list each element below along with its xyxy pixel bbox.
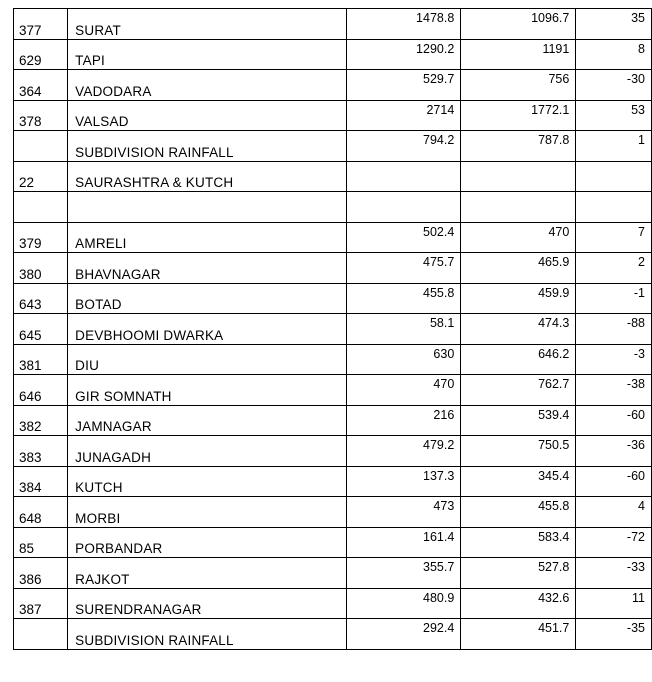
district-name-cell bbox=[68, 558, 347, 589]
actual-rainfall-text: 794.2 bbox=[423, 133, 455, 147]
departure-percent-text: -33 bbox=[626, 560, 645, 574]
table-row bbox=[14, 436, 652, 467]
normal-rainfall-cell bbox=[461, 375, 576, 406]
district-code-text: 643 bbox=[19, 297, 42, 312]
normal-rainfall-text: 646.2 bbox=[538, 346, 570, 361]
district-code-cell bbox=[14, 131, 68, 162]
departure-percent-text: 4 bbox=[638, 499, 645, 513]
actual-rainfall-cell bbox=[347, 9, 461, 40]
actual-rainfall-text: 480.9 bbox=[423, 590, 455, 605]
district-code-text: 386 bbox=[19, 571, 42, 587]
departure-percent-text: 53 bbox=[631, 102, 645, 117]
normal-rainfall-text: 787.8 bbox=[538, 133, 570, 147]
district-code-cell bbox=[14, 344, 68, 375]
normal-rainfall-cell bbox=[461, 9, 576, 40]
district-code-text: 384 bbox=[19, 480, 42, 495]
district-name-text: GIR SOMNATH bbox=[75, 388, 172, 404]
district-code-text: 364 bbox=[19, 83, 42, 99]
rainfall-table-body bbox=[14, 9, 652, 650]
normal-rainfall-cell bbox=[461, 131, 576, 162]
table-row bbox=[14, 131, 652, 162]
table-row bbox=[14, 344, 652, 375]
table-row bbox=[14, 405, 652, 436]
district-name-text: JUNAGADH bbox=[75, 449, 152, 465]
departure-percent-cell bbox=[576, 527, 652, 558]
actual-rainfall-text: 529.7 bbox=[423, 72, 455, 86]
district-name-cell bbox=[68, 344, 347, 375]
actual-rainfall-text: 2714 bbox=[426, 102, 455, 117]
normal-rainfall-cell bbox=[461, 314, 576, 345]
district-code-text: 646 bbox=[19, 388, 42, 404]
actual-rainfall-cell bbox=[347, 253, 461, 284]
district-code-text: 629 bbox=[19, 53, 42, 68]
table-row bbox=[14, 39, 652, 70]
district-code-text: 377 bbox=[19, 22, 42, 38]
district-name-text: JAMNAGAR bbox=[75, 419, 152, 434]
actual-rainfall-text: 216 bbox=[433, 407, 455, 422]
district-code-cell bbox=[14, 466, 68, 497]
normal-rainfall-text: 345.4 bbox=[538, 468, 570, 483]
departure-percent-text: -36 bbox=[626, 438, 645, 452]
normal-rainfall-text: 756 bbox=[548, 72, 570, 86]
actual-rainfall-text: 1290.2 bbox=[416, 41, 455, 56]
normal-rainfall-text: 583.4 bbox=[538, 529, 570, 544]
district-code-text: 648 bbox=[19, 510, 42, 526]
actual-rainfall-text: 470 bbox=[433, 377, 455, 391]
table-row bbox=[14, 375, 652, 406]
district-code-cell bbox=[14, 39, 68, 70]
district-code-text: 387 bbox=[19, 602, 42, 617]
normal-rainfall-text: 474.3 bbox=[538, 316, 570, 330]
district-code-text: 85 bbox=[19, 541, 35, 556]
departure-percent-text: 1 bbox=[638, 133, 645, 147]
normal-rainfall-cell bbox=[461, 558, 576, 589]
district-name-cell bbox=[68, 314, 347, 345]
actual-rainfall-text: 473 bbox=[433, 499, 455, 513]
normal-rainfall-cell bbox=[461, 436, 576, 467]
district-name-cell bbox=[68, 588, 347, 619]
table-row bbox=[14, 192, 652, 223]
table-row bbox=[14, 161, 652, 192]
district-name-text: SURAT bbox=[75, 22, 121, 38]
departure-percent-cell bbox=[576, 9, 652, 40]
actual-rainfall-cell bbox=[347, 344, 461, 375]
actual-rainfall-cell bbox=[347, 527, 461, 558]
normal-rainfall-text: 1096.7 bbox=[531, 11, 570, 25]
district-name-text: VADODARA bbox=[75, 83, 152, 99]
departure-percent-cell bbox=[576, 558, 652, 589]
district-name-cell bbox=[68, 436, 347, 467]
departure-percent-text: -88 bbox=[626, 316, 645, 330]
table-row bbox=[14, 222, 652, 253]
departure-percent-text: -3 bbox=[633, 346, 645, 361]
actual-rainfall-cell bbox=[347, 192, 461, 223]
departure-percent-cell bbox=[576, 466, 652, 497]
normal-rainfall-cell bbox=[461, 253, 576, 284]
departure-percent-text: -1 bbox=[633, 285, 645, 300]
normal-rainfall-text: 451.7 bbox=[538, 621, 570, 635]
departure-percent-text: 7 bbox=[638, 224, 645, 239]
district-code-cell bbox=[14, 375, 68, 406]
actual-rainfall-text: 292.4 bbox=[423, 621, 455, 635]
actual-rainfall-text: 475.7 bbox=[423, 255, 455, 269]
departure-percent-text: -60 bbox=[626, 407, 645, 422]
normal-rainfall-cell bbox=[461, 344, 576, 375]
departure-percent-cell bbox=[576, 497, 652, 528]
district-name-cell bbox=[68, 375, 347, 406]
departure-percent-text: 11 bbox=[632, 590, 645, 605]
departure-percent-cell bbox=[576, 344, 652, 375]
district-name-cell bbox=[68, 131, 347, 162]
district-code-cell bbox=[14, 70, 68, 101]
district-code-text: 383 bbox=[19, 449, 42, 465]
departure-percent-cell bbox=[576, 375, 652, 406]
actual-rainfall-cell bbox=[347, 314, 461, 345]
actual-rainfall-text: 455.8 bbox=[423, 285, 455, 300]
district-code-cell bbox=[14, 192, 68, 223]
normal-rainfall-cell bbox=[461, 527, 576, 558]
actual-rainfall-cell bbox=[347, 131, 461, 162]
normal-rainfall-text: 1191 bbox=[542, 41, 570, 56]
district-code-cell bbox=[14, 405, 68, 436]
district-code-text: 381 bbox=[19, 358, 42, 373]
district-code-cell bbox=[14, 588, 68, 619]
actual-rainfall-cell bbox=[347, 619, 461, 650]
normal-rainfall-cell bbox=[461, 405, 576, 436]
departure-percent-cell bbox=[576, 436, 652, 467]
district-code-cell bbox=[14, 436, 68, 467]
departure-percent-text: 35 bbox=[631, 11, 645, 25]
district-code-text: 22 bbox=[19, 175, 35, 190]
district-name-cell bbox=[68, 253, 347, 284]
district-name-text: VALSAD bbox=[75, 114, 129, 129]
actual-rainfall-text: 161.4 bbox=[423, 529, 455, 544]
departure-percent-cell bbox=[576, 619, 652, 650]
normal-rainfall-cell bbox=[461, 588, 576, 619]
departure-percent-cell bbox=[576, 405, 652, 436]
table-row bbox=[14, 527, 652, 558]
actual-rainfall-cell bbox=[347, 588, 461, 619]
table-row bbox=[14, 253, 652, 284]
district-name-cell bbox=[68, 70, 347, 101]
district-name-text: RAJKOT bbox=[75, 571, 130, 587]
district-code-text: 382 bbox=[19, 419, 42, 434]
district-name-text: BOTAD bbox=[75, 297, 122, 312]
departure-percent-cell bbox=[576, 588, 652, 619]
actual-rainfall-cell bbox=[347, 466, 461, 497]
actual-rainfall-cell bbox=[347, 70, 461, 101]
actual-rainfall-text: 355.7 bbox=[423, 560, 455, 574]
district-code-text: 378 bbox=[19, 114, 42, 129]
district-code-cell bbox=[14, 497, 68, 528]
actual-rainfall-cell bbox=[347, 100, 461, 131]
district-code-cell bbox=[14, 314, 68, 345]
normal-rainfall-cell bbox=[461, 39, 576, 70]
actual-rainfall-cell bbox=[347, 222, 461, 253]
rainfall-table bbox=[13, 8, 652, 650]
district-name-text: DEVBHOOMI DWARKA bbox=[75, 327, 224, 343]
normal-rainfall-cell bbox=[461, 222, 576, 253]
table-row bbox=[14, 70, 652, 101]
normal-rainfall-text: 465.9 bbox=[538, 255, 570, 269]
departure-percent-text: -72 bbox=[626, 529, 645, 544]
normal-rainfall-cell bbox=[461, 497, 576, 528]
actual-rainfall-cell bbox=[347, 436, 461, 467]
normal-rainfall-text: 432.6 bbox=[538, 590, 570, 605]
departure-percent-text: -38 bbox=[626, 377, 645, 391]
normal-rainfall-text: 1772.1 bbox=[531, 102, 570, 117]
district-code-text: 380 bbox=[19, 266, 42, 282]
departure-percent-text: -30 bbox=[626, 72, 645, 86]
departure-percent-text: 8 bbox=[638, 41, 645, 56]
district-name-cell bbox=[68, 497, 347, 528]
normal-rainfall-text: 459.9 bbox=[538, 285, 570, 300]
district-name-text: KUTCH bbox=[75, 480, 123, 495]
table-row bbox=[14, 283, 652, 314]
district-name-text: SUBDIVISION RAINFALL bbox=[75, 144, 234, 160]
district-name-text: PORBANDAR bbox=[75, 541, 163, 556]
district-name-text: DIU bbox=[75, 358, 100, 373]
district-name-text: BHAVNAGAR bbox=[75, 266, 161, 282]
district-name-cell bbox=[68, 527, 347, 558]
normal-rainfall-text: 762.7 bbox=[538, 377, 570, 391]
district-name-text: AMRELI bbox=[75, 236, 127, 251]
district-name-cell bbox=[68, 39, 347, 70]
departure-percent-cell bbox=[576, 100, 652, 131]
actual-rainfall-cell bbox=[347, 497, 461, 528]
actual-rainfall-text: 58.1 bbox=[429, 316, 455, 330]
district-name-cell bbox=[68, 9, 347, 40]
actual-rainfall-text: 479.2 bbox=[423, 438, 455, 452]
district-code-cell bbox=[14, 619, 68, 650]
departure-percent-cell bbox=[576, 222, 652, 253]
departure-percent-cell bbox=[576, 253, 652, 284]
table-row bbox=[14, 558, 652, 589]
departure-percent-text: -35 bbox=[626, 621, 645, 635]
normal-rainfall-cell bbox=[461, 619, 576, 650]
actual-rainfall-cell bbox=[347, 283, 461, 314]
district-code-cell bbox=[14, 100, 68, 131]
departure-percent-cell bbox=[576, 39, 652, 70]
actual-rainfall-text: 137.3 bbox=[423, 468, 455, 483]
district-name-cell bbox=[68, 283, 347, 314]
district-name-cell bbox=[68, 100, 347, 131]
district-name-text: SURENDRANAGAR bbox=[75, 602, 202, 617]
actual-rainfall-cell bbox=[347, 161, 461, 192]
normal-rainfall-text: 750.5 bbox=[538, 438, 570, 452]
table-row bbox=[14, 314, 652, 345]
district-code-cell bbox=[14, 283, 68, 314]
district-code-cell bbox=[14, 527, 68, 558]
actual-rainfall-cell bbox=[347, 375, 461, 406]
district-name-cell bbox=[68, 222, 347, 253]
normal-rainfall-cell bbox=[461, 100, 576, 131]
departure-percent-text: 2 bbox=[638, 255, 645, 269]
table-row bbox=[14, 619, 652, 650]
district-name-text: SAURASHTRA & KUTCH bbox=[75, 175, 234, 190]
actual-rainfall-cell bbox=[347, 39, 461, 70]
normal-rainfall-text: 470 bbox=[548, 224, 570, 239]
district-name-cell bbox=[68, 161, 347, 192]
departure-percent-text: -60 bbox=[626, 468, 645, 483]
district-name-text: MORBI bbox=[75, 510, 121, 526]
district-name-cell bbox=[68, 192, 347, 223]
district-name-cell bbox=[68, 405, 347, 436]
normal-rainfall-cell bbox=[461, 192, 576, 223]
normal-rainfall-text: 539.4 bbox=[538, 407, 570, 422]
district-code-cell bbox=[14, 161, 68, 192]
district-name-cell bbox=[68, 619, 347, 650]
departure-percent-cell bbox=[576, 161, 652, 192]
normal-rainfall-cell bbox=[461, 70, 576, 101]
actual-rainfall-text: 502.4 bbox=[423, 224, 455, 239]
district-code-text: 645 bbox=[19, 327, 42, 343]
district-code-cell bbox=[14, 558, 68, 589]
district-code-cell bbox=[14, 253, 68, 284]
district-code-cell bbox=[14, 9, 68, 40]
normal-rainfall-cell bbox=[461, 283, 576, 314]
table-row bbox=[14, 100, 652, 131]
district-code-cell bbox=[14, 222, 68, 253]
departure-percent-cell bbox=[576, 314, 652, 345]
actual-rainfall-cell bbox=[347, 558, 461, 589]
normal-rainfall-text: 527.8 bbox=[538, 560, 570, 574]
normal-rainfall-cell bbox=[461, 466, 576, 497]
table-row bbox=[14, 497, 652, 528]
district-name-text: SUBDIVISION RAINFALL bbox=[75, 632, 234, 648]
departure-percent-cell bbox=[576, 192, 652, 223]
district-name-text: TAPI bbox=[75, 53, 105, 68]
departure-percent-cell bbox=[576, 70, 652, 101]
table-row bbox=[14, 466, 652, 497]
actual-rainfall-text: 1478.8 bbox=[416, 11, 455, 25]
table-row bbox=[14, 9, 652, 40]
departure-percent-cell bbox=[576, 131, 652, 162]
actual-rainfall-cell bbox=[347, 405, 461, 436]
normal-rainfall-text: 455.8 bbox=[538, 499, 570, 513]
table-row bbox=[14, 588, 652, 619]
normal-rainfall-cell bbox=[461, 161, 576, 192]
departure-percent-cell bbox=[576, 283, 652, 314]
actual-rainfall-text: 630 bbox=[433, 346, 455, 361]
district-name-cell bbox=[68, 466, 347, 497]
district-code-text: 379 bbox=[19, 236, 42, 251]
